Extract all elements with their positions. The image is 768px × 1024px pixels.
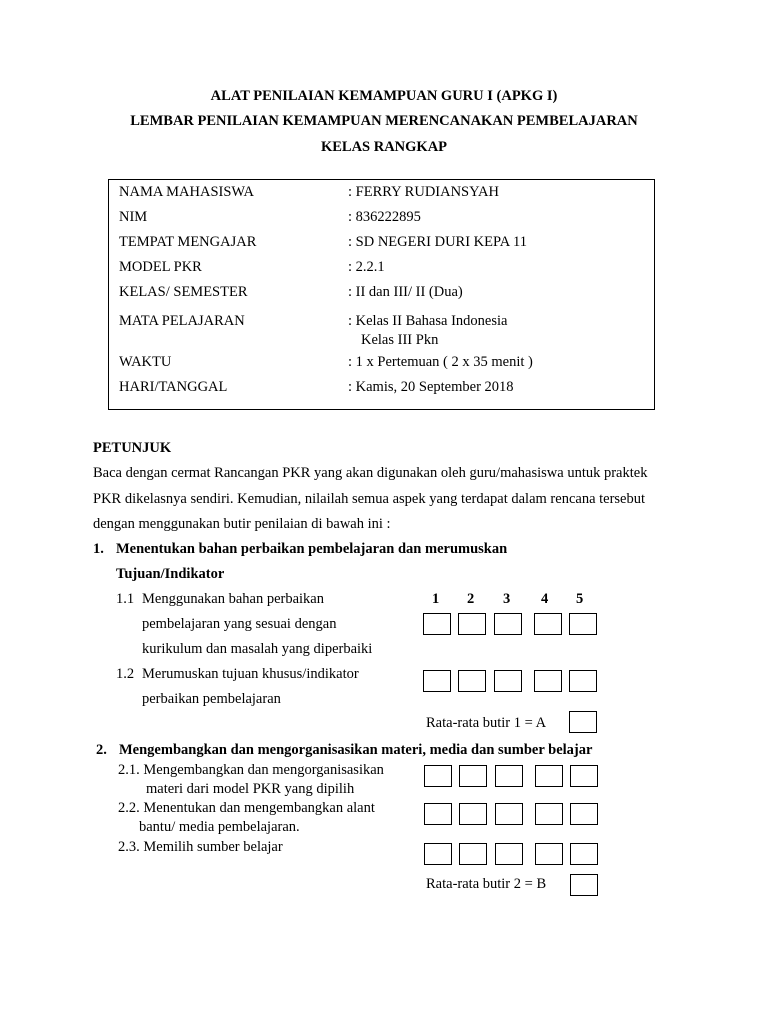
item-1-2-line-2: perbaikan pembelajaran — [142, 691, 281, 707]
label-hari-tanggal: HARI/TANGGAL — [119, 379, 228, 395]
score-box-1-1-4[interactable] — [534, 613, 562, 635]
score-box-2-1-2[interactable] — [459, 765, 487, 787]
item-2-1-line-1: 2.1. Mengembangkan dan mengorganisasikan — [118, 762, 384, 778]
score-box-2-3-1[interactable] — [424, 843, 452, 865]
average-a-label: Rata-rata butir 1 = A — [426, 715, 547, 731]
item-2-2-line-1: 2.2. Menentukan dan mengembangkan alant — [118, 800, 375, 816]
score-box-2-2-2[interactable] — [459, 803, 487, 825]
title-lembar-penilaian: LEMBAR PENILAIAN KEMAMPUAN MERENCANAKAN PEMBELAJARAN — [130, 113, 638, 129]
item-2-2-line-2: bantu/ media pembelajaran. — [139, 819, 300, 835]
score-box-2-3-2[interactable] — [459, 843, 487, 865]
label-mata-pelajaran: MATA PELAJARAN — [119, 313, 245, 329]
average-b-label: Rata-rata butir 2 = B — [426, 876, 547, 892]
score-box-1-1-1[interactable] — [423, 613, 451, 635]
value-model-pkr: : 2.2.1 — [348, 259, 385, 275]
score-box-2-1-3[interactable] — [495, 765, 523, 787]
item-1-1-number: 1.1 — [116, 591, 135, 607]
title-apkg: ALAT PENILAIAN KEMAMPUAN GURU I (APKG I) — [210, 88, 558, 104]
petunjuk-line-2: PKR dikelasnya sendiri. Kemudian, nilailah semua aspek yang terdapat dalam rencana tersebut — [93, 491, 646, 507]
score-box-1-2-1[interactable] — [423, 670, 451, 692]
score-box-2-1-5[interactable] — [570, 765, 598, 787]
item-1-1-line-2: pembelajaran yang sesuai dengan — [142, 616, 337, 632]
item-1-2-line-1: Merumuskan tujuan khusus/indikator — [142, 666, 359, 682]
score-box-1-2-5[interactable] — [569, 670, 597, 692]
scale-number-3: 3 — [503, 591, 511, 607]
score-box-1-2-4[interactable] — [534, 670, 562, 692]
item-2-1-line-2: materi dari model PKR yang dipilih — [146, 781, 355, 797]
score-box-1-2-3[interactable] — [494, 670, 522, 692]
average-a-box[interactable] — [569, 711, 597, 733]
score-box-2-3-5[interactable] — [570, 843, 598, 865]
score-box-2-3-3[interactable] — [495, 843, 523, 865]
scale-number-4: 4 — [541, 591, 549, 607]
value-kelas-semester: : II dan III/ II (Dua) — [348, 284, 463, 300]
score-box-2-2-3[interactable] — [495, 803, 523, 825]
item-1-1-line-3: kurikulum dan masalah yang diperbaiki — [142, 641, 373, 657]
scale-number-2: 2 — [467, 591, 475, 607]
score-box-2-1-4[interactable] — [535, 765, 563, 787]
value-hari-tanggal: : Kamis, 20 September 2018 — [348, 379, 514, 395]
value-waktu: : 1 x Pertemuan ( 2 x 35 menit ) — [348, 354, 533, 370]
value-nim: : 836222895 — [348, 209, 421, 225]
scale-number-5: 5 — [576, 591, 584, 607]
label-tempat-mengajar: TEMPAT MENGAJAR — [119, 234, 257, 250]
petunjuk-line-3: dengan menggunakan butir penilaian di bawah ini : — [93, 516, 391, 532]
value-mata-pelajaran: : Kelas II Bahasa Indonesia — [348, 313, 508, 329]
label-model-pkr: MODEL PKR — [119, 259, 202, 275]
item-1-2-number: 1.2 — [116, 666, 135, 682]
value-mata-pelajaran-2: Kelas III Pkn — [361, 332, 439, 348]
score-box-2-2-5[interactable] — [570, 803, 598, 825]
value-tempat-mengajar: : SD NEGERI DURI KEPA 11 — [348, 234, 527, 250]
score-box-2-1-1[interactable] — [424, 765, 452, 787]
value-nama-mahasiswa: : FERRY RUDIANSYAH — [348, 184, 499, 200]
section1-heading-2: Tujuan/Indikator — [116, 566, 225, 582]
petunjuk-line-1: Baca dengan cermat Rancangan PKR yang akan digunakan oleh guru/mahasiswa untuk praktek — [93, 465, 648, 481]
item-1-1-line-1: Menggunakan bahan perbaikan — [142, 591, 324, 607]
section2-heading: Mengembangkan dan mengorganisasikan materi, media dan sumber belajar — [119, 742, 593, 758]
section1-heading-1: Menentukan bahan perbaikan pembelajaran dan merumuskan — [116, 541, 508, 557]
score-box-1-1-3[interactable] — [494, 613, 522, 635]
score-box-1-2-2[interactable] — [458, 670, 486, 692]
label-kelas-semester: KELAS/ SEMESTER — [119, 284, 248, 300]
label-waktu: WAKTU — [119, 354, 172, 370]
item-2-3-line-1: 2.3. Memilih sumber belajar — [118, 839, 283, 855]
petunjuk-heading: PETUNJUK — [93, 440, 172, 456]
title-kelas-rangkap: KELAS RANGKAP — [320, 139, 448, 155]
section1-number: 1. — [93, 541, 104, 557]
score-box-2-2-4[interactable] — [535, 803, 563, 825]
scale-number-1: 1 — [432, 591, 440, 607]
section2-number: 2. — [96, 742, 107, 758]
score-box-2-2-1[interactable] — [424, 803, 452, 825]
label-nim: NIM — [119, 209, 148, 225]
score-box-1-1-2[interactable] — [458, 613, 486, 635]
score-box-1-1-5[interactable] — [569, 613, 597, 635]
label-nama-mahasiswa: NAMA MAHASISWA — [119, 184, 254, 200]
score-box-2-3-4[interactable] — [535, 843, 563, 865]
average-b-box[interactable] — [570, 874, 598, 896]
